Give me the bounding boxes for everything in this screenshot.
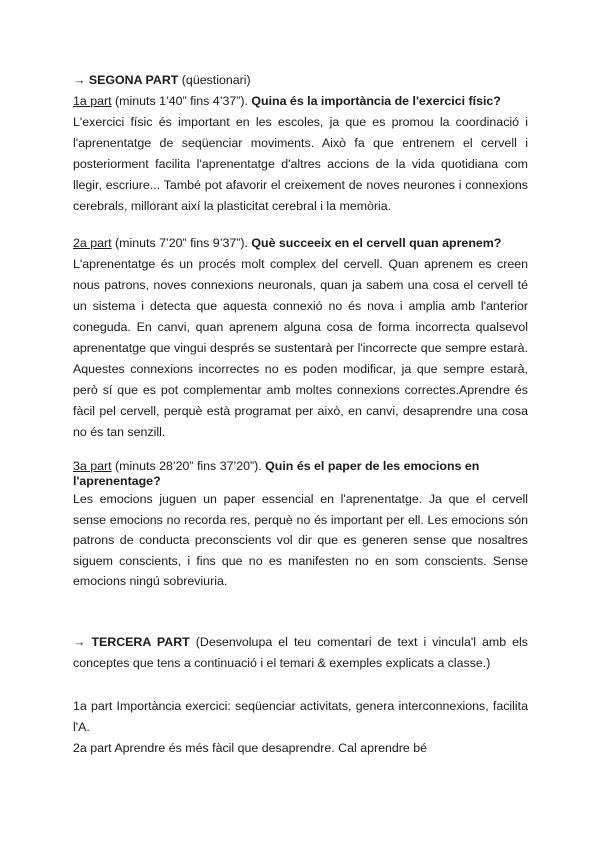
part-1-answer: L'exercici físic és important en les escoles, ja que es promou la coordinació i l'aprenentatge de seqüenciar moviments. Això fa que entrenem el cervell i posteriorment facilita l'aprenentatge d'altres accions de la vida quotidiana com llegir, escriure... També pot afavorir el creixement de noves neurones i connexions cerebrals, millorant així la plasticitat cerebral i la memòria. [73,115,528,213]
part-3-heading: 3a part (minuts 28’20” fins 37’20”). Quin és el paper de les emocions en l'aprenentage? [73,459,480,488]
document-page [73,70,528,759]
part-2-heading: 2a part (minuts 7’20” fins 9’37”). Què succeeix en el cervell quan aprenem? [73,236,502,250]
part-1-heading: 1a part (minuts 1’40” fins 4’37”). Quina és la importància de l'exercici físic? [73,94,501,108]
note-2: 2a part Aprendre és més fàcil que desaprendre. Cal aprendre bé [73,740,428,755]
note-1: 1a part Importància exercici: seqüenciar activitats, genera interconnexions, facilita l'A. [73,698,528,734]
part-3-answer: Les emocions juguen un paper essencial en l'aprenentatge. Ja que el cervell sense emocions no recorda res, perquè no és important per ell. Les emocions són patrons de conducta preconscients vol dir que es generen sense que nosaltres siguem conscients, i fins que no es manifesten no en som conscients. Sense emocions ningú sobreviuria. [73,492,528,588]
part-2-answer: L'aprenentatge és un procés molt complex del cervell. Quan aprenem es creen nous patrons, noves connexions neuronals, quan ja sabem una cosa el cervell té un sistema i detecta que aquesta connexió no és nova i amplia amb l'anterior coneguda. En canvi, quan aprenem alguna cosa de forma incorrecta qualsevol aprenentatge que vingui després se sustentarà per l'incorrecte que sempre estarà. Aquestes connexions incorrectes no es poden modificar, ja que sempre estarà, però sí que es pot complementar amb moltes connexions correctes.Aprendre és fàcil pel cervell, perquè està programat per això, en canvi, desaprendre una cosa no és tan senzill. [73,257,528,439]
section-heading-segona: → SEGONA PART (qüestionari) [73,73,251,87]
section-heading-tercera: → TERCERA PART (Desenvolupa el teu comentari de text i vincula'l amb els conceptes que tens a continuació i el temari & exemples explicats a classe.) [73,634,528,670]
